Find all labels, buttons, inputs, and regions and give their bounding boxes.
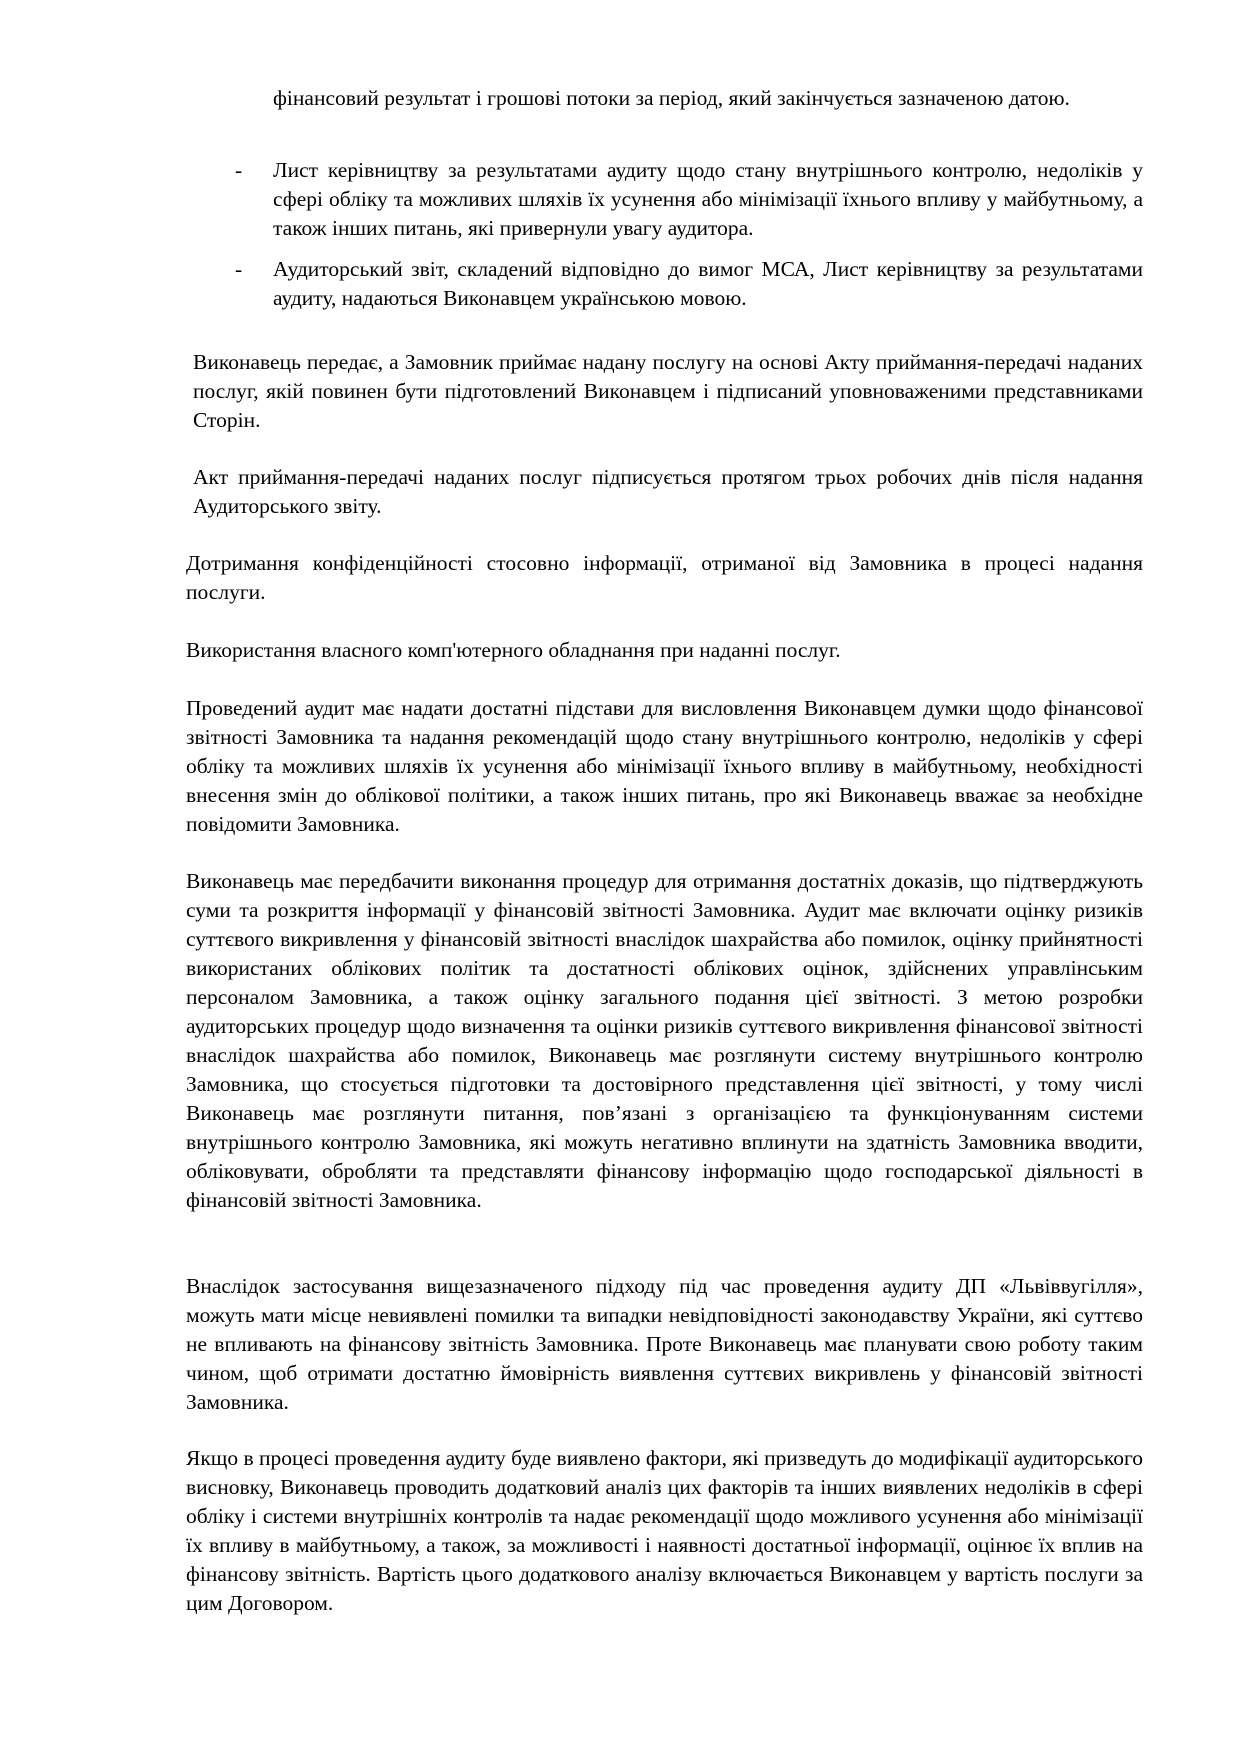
body-paragraph: Внаслідок застосування вищезазначеного підходу під час проведення аудиту ДП «Львіввугілля», можуть мати місце невиявлені помилки та випадки невідповідності законодавству України, які суттєво не впливають на фінансову звітність Замовника. Проте Виконавець має планувати свою роботу таким чином, щоб отримати достатню ймовірність виявлення суттєвих викривлень у фінансовій звітності Замовника. xyxy=(186,1274,1143,1414)
body-paragraph: Виконавець передає, а Замовник приймає надану послугу на основі Акту приймання-передачі наданих послуг, якій повинен бути підготовлений Виконавцем і підписаний уповноваженими представниками Сторін. xyxy=(193,350,1143,432)
continuation-paragraph: фінансовий результат і грошові потоки за період, який закінчується зазначеною датою. xyxy=(273,86,1070,110)
body-paragraph: Акт приймання-передачі наданих послуг підписується протягом трьох робочих днів після надання Аудиторського звіту. xyxy=(193,465,1143,518)
bullet-text: Лист керівництву за результатами аудиту щодо стану внутрішнього контролю, недоліків у сфері обліку та можливих шляхів їх усунення або мінімізації їхнього впливу у майбутньому, а також інших питань, які привернули увагу аудитора. xyxy=(273,158,1143,240)
body-paragraph: Якщо в процесі проведення аудиту буде виявлено фактори, які призведуть до модифікації аудиторського висновку, Виконавець проводить додатковий аналіз цих факторів та інших виявлених недоліків в сфері обліку і системи внутрішніх контролів та надає рекомендації щодо можливого усунення або мінімізації їх впливу в майбутньому, а також, за можливості і наявності достатньої інформації, оцінює їх вплив на фінансову звітність. Вартість цього додаткового аналізу включається Виконавцем у вартість послуги за цим Договором. xyxy=(186,1446,1143,1615)
bullet-marker: - xyxy=(235,158,243,182)
body-paragraph: Виконавець має передбачити виконання процедур для отримання достатніх доказів, що підтверджують суми та розкриття інформації у фінансовій звітності Замовника. Аудит має включати оцінку ризиків суттєвого викривлення у фінансовій звітності внаслідок шахрайства або помилок, оцінку прийнятності використаних облікових політик та достатності облікових оцінок, здійснених управлінським персоналом Замовника, а також оцінку загального подання цієї звітності. З метою розробки аудиторських процедур щодо визначення та оцінки ризиків суттєвого викривлення фінансової звітності внаслідок шахрайства або помилок, Виконавець має розглянути систему внутрішнього контролю Замовника, що стосується підготовки та достовірного представлення цієї звітності, у тому числі Виконавець має розглянути питання, пов’язані з організацією та функціонуванням системи внутрішнього контролю Замовника, які можуть негативно вплинути на здатність Замовника вводити, обліковувати, обробляти та представляти фінансову інформацію щодо господарської діяльності в фінансовій звітності Замовника. xyxy=(186,869,1143,1212)
body-paragraph: Використання власного комп'ютерного обладнання при наданні послуг. xyxy=(186,638,841,662)
body-paragraph: Дотримання конфіденційності стосовно інформації, отриманої від Замовника в процесі надання послуги. xyxy=(186,551,1143,604)
bullet-item xyxy=(235,255,1143,313)
bullet-text: Аудиторський звіт, складений відповідно до вимог МСА, Лист керівництву за результатами аудиту, надаються Виконавцем українською мовою. xyxy=(273,257,1143,310)
bullet-item xyxy=(235,156,1143,243)
body-paragraph: Проведений аудит має надати достатні підстави для висловлення Виконавцем думки щодо фінансової звітності Замовника та надання рекомендацій щодо стану внутрішнього контролю, недоліків у сфері обліку та можливих шляхів їх усунення або мінімізації їхнього впливу в майбутньому, необхідності внесення змін до облікової політики, а також інших питань, про які Виконавець вважає за необхідне повідомити Замовника. xyxy=(186,696,1143,836)
bullet-marker: - xyxy=(235,257,243,281)
